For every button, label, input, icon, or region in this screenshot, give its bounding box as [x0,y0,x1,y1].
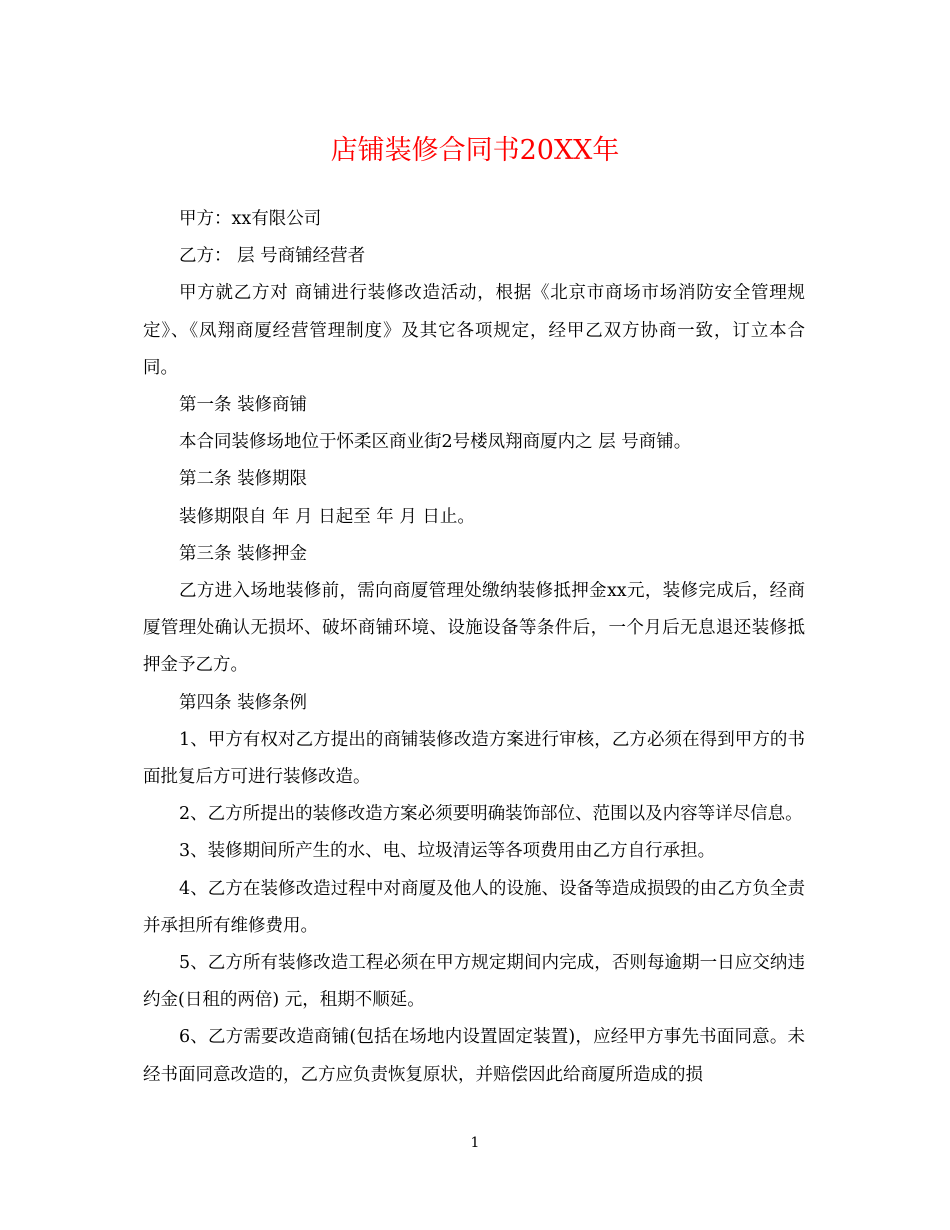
clause-6: 6、乙方需要改造商铺(包括在场地内设置固定装置)，应经甲方事先书面同意。未经书面同意改造的，乙方应负责恢复原状，并赔偿因此给商厦所造成的损 [143,1027,805,1085]
party-a-line: 甲方：xx有限公司 [179,209,322,229]
article-1-heading: 第一条 装修商铺 [179,395,308,416]
clause-5: 5、乙方所有装修改造工程必须在甲方规定期间内完成，否则每逾期一日应交纳违约金(日租的两倍) 元，租期不顺延。 [143,953,805,1011]
article-2-heading: 第二条 装修期限 [179,469,308,490]
document-title: 店铺装修合同书20XX年 [330,135,620,166]
clause-3: 3、装修期间所产生的水、电、垃圾清运等各项费用由乙方自行承担。 [179,841,716,862]
article-3-heading: 第三条 装修押金 [179,543,308,564]
clause-1: 1、甲方有权对乙方提出的商铺装修改造方案进行审核，乙方必须在得到甲方的书面批复后方可进行装修改造。 [143,729,805,788]
clause-2: 2、乙方所提出的装修改造方案必须要明确装饰部位、范围以及内容等详尽信息。 [179,804,803,825]
party-b-line: 乙方： 层 号商铺经营者 [179,246,366,267]
article-4-heading: 第四条 装修条例 [179,692,308,713]
clause-4: 4、乙方在装修改造过程中对商厦及他人的设施、设备等造成损毁的由乙方负全责并承担所有维修费用。 [143,878,805,936]
article-2-text: 装修期限自 年 月 日起至 年 月 日止。 [179,506,475,527]
document-body [143,201,805,1094]
page-number: 1 [470,1135,480,1151]
article-3-text: 乙方进入场地装修前，需向商厦管理处缴纳装修抵押金xx元，装修完成后，经商厦管理处确认无损坏、破坏商铺环境、设施设备等条件后，一个月后无息退还装修抵押金予乙方。 [143,581,805,676]
article-1-text: 本合同装修场地位于怀柔区商业街2号楼凤翔商厦内之 层 号商铺。 [179,432,692,453]
intro-paragraph: 甲方就乙方对 商铺进行装修改造活动，根据《北京市商场市场消防安全管理规定》、《凤翔商厦经营管理制度》及其它各项规定，经甲乙双方协商一致，订立本合同。 [143,283,805,378]
